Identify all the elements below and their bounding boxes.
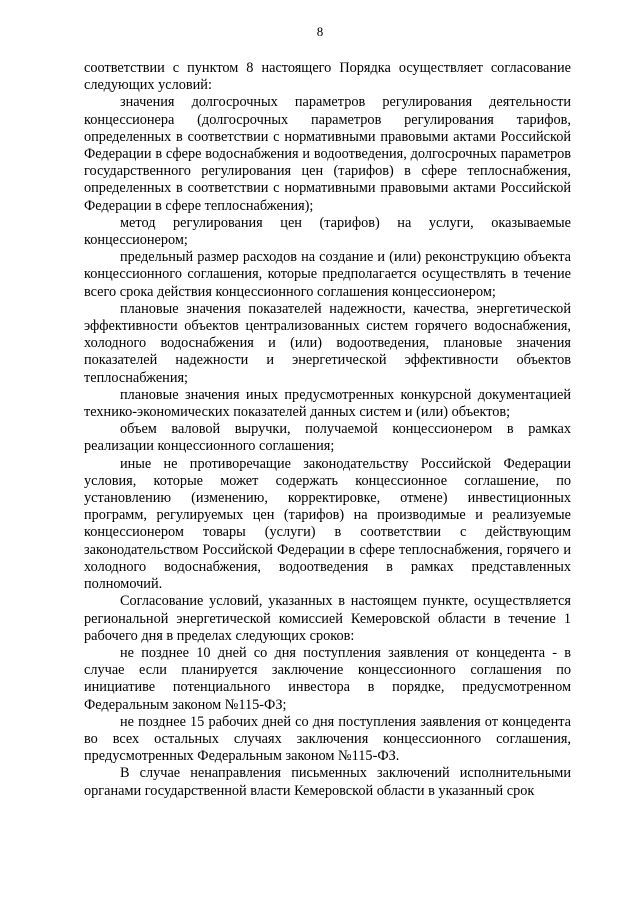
- page-number: 8: [316, 24, 324, 39]
- paragraph-deadline-15-days: не позднее 15 рабочих дней со дня поступления заявления от концедента во всех остальных случаях заключения концессионного соглашения, предусмотренных Федеральным законом №115-ФЗ.: [84, 713, 571, 765]
- paragraph-continuation: соответствии с пунктом 8 настоящего Порядка осуществляет согласование следующих условий:: [84, 60, 571, 94]
- paragraph-tariff-method: метод регулирования цен (тарифов) на услуги, оказываемые концессионером;: [84, 214, 571, 249]
- paragraph-reliability-indicators: плановые значения показателей надежности, качества, энергетической эффективности объектов централизованных систем горячего водоснабжения, холодного водоснабжения и (или) водоотведения, плановые значения показателей надежности и энергетической эффективности объектов теплоснабжения;: [84, 300, 571, 386]
- paragraph-other-indicators: плановые значения иных предусмотренных конкурсной документацией технико-экономических показателей данных систем и (или) объектов;: [84, 386, 571, 421]
- paragraph-non-submission: В случае ненаправления письменных заключений исполнительными органами государственной власти Кемеровской области в указанный срок: [84, 765, 571, 799]
- paragraph-approval-procedure: Согласование условий, указанных в настоящем пункте, осуществляется региональной энергетической комиссией Кемеровской области в течение 1 рабочего дня в пределах следующих сроков:: [84, 593, 571, 644]
- paragraph-other-conditions: иные не противоречащие законодательству Российской Федерации условия, которые может содержать концессионное соглашение, по установлению (изменению, корректировке, отмене) инвестиционных программ, регулируемых цен (тарифов) на производимые и реализуемые концессионером товары (услуги) в соответствии с действующим законодательством Российской Федерации в сфере теплоснабжения, горячего и холодного водоснабжения, водоотведения в рамках представленных полномочий.: [84, 455, 571, 593]
- paragraph-expense-limit: предельный размер расходов на создание и (или) реконструкцию объекта концессионного соглашения, которые предполагается осуществлять в течение всего срока действия концессионного соглашения концессионером;: [84, 249, 571, 300]
- document-body: [84, 60, 571, 800]
- paragraph-deadline-10-days: не позднее 10 дней со дня поступления заявления от концедента - в случае если планируется заключение концессионного соглашения по инициативе потенциального инвестора в порядке, предусмотренном Федеральным законом №115-ФЗ;: [84, 644, 571, 713]
- paragraph-gross-revenue: объем валовой выручки, получаемой концессионером в рамках реализации концессионного соглашения;: [84, 421, 571, 455]
- paragraph-long-term-parameters: значения долгосрочных параметров регулирования деятельности концессионера (долгосрочных параметров регулирования тарифов, определенных в соответствии с нормативными правовыми актами Российской Федерации в сфере водоснабжения и водоотведения, долгосрочных параметров государственного регулирования цен (тарифов) в сфере теплоснабжения, определенных в соответствии с нормативными правовыми актами Российской Федерации в сфере теплоснабжения);: [84, 94, 571, 214]
